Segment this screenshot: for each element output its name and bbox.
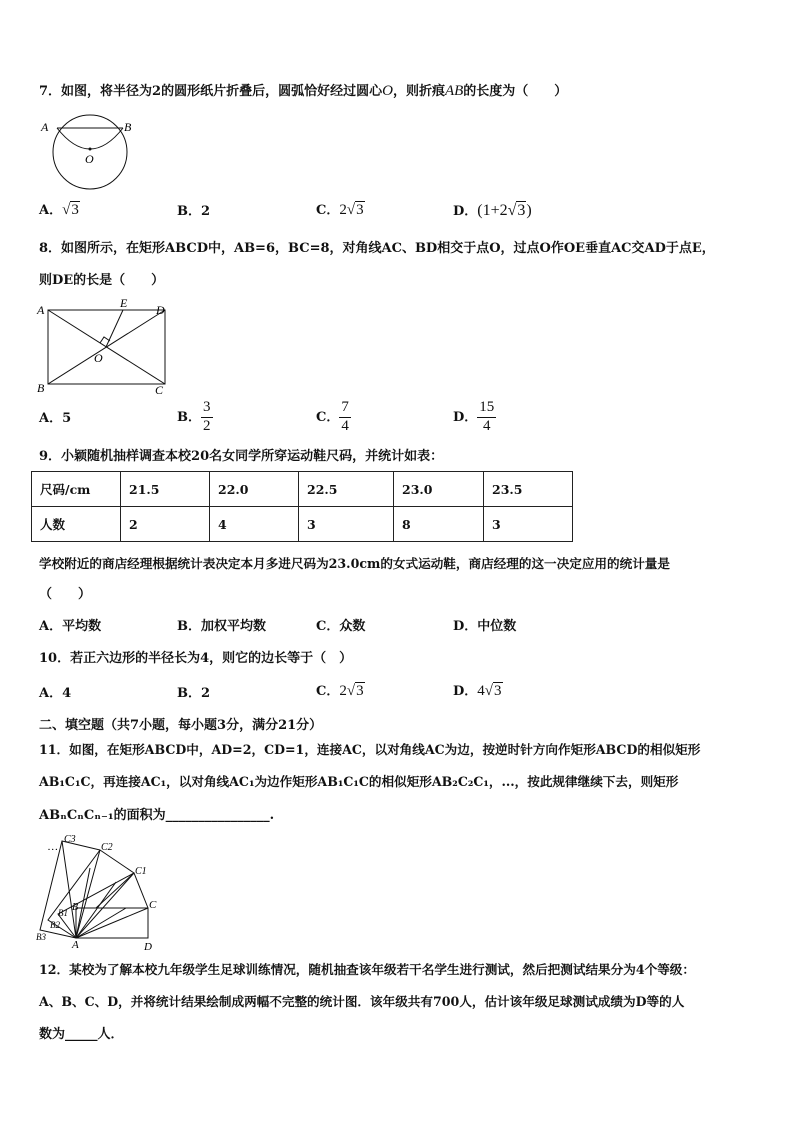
- table-cell: 3: [299, 507, 394, 542]
- table-cell: 23.0: [394, 472, 484, 507]
- table-cell: 4: [210, 507, 299, 542]
- q11-label-a: A: [72, 939, 79, 951]
- q11-label-d: D: [144, 941, 152, 953]
- q7-center-dot: [89, 148, 92, 151]
- q11-label-c: C: [149, 899, 157, 911]
- q7-option-a: A．√3: [39, 202, 79, 218]
- q11-figure: [34, 830, 164, 954]
- table-cell: 3: [484, 507, 573, 542]
- q10-option-c: C．2√3: [316, 683, 364, 699]
- table-row: [32, 472, 573, 507]
- table-row: [32, 507, 573, 542]
- q11-aux-3: [76, 908, 126, 938]
- q9-option-a: A．平均数: [39, 619, 102, 634]
- table-cell: 尺码/cm: [32, 472, 121, 507]
- q10-option-b: B．2: [177, 686, 211, 701]
- q12-line1: 12．某校为了解本校九年级学生足球训练情况，随机抽查该年级若干名学生进行测试，然后把测试结果分为4个等级：: [39, 962, 695, 977]
- table-cell: 22.0: [210, 472, 299, 507]
- q11-label-c2: C2: [101, 842, 113, 853]
- q8-line2: 则DE的长是（ ）: [39, 273, 165, 288]
- q9-line3: （ ）: [39, 587, 92, 602]
- q10-option-a: A．4: [39, 686, 72, 701]
- q11-line1: 11．如图，在矩形ABCD中，AD=2，CD=1，连接AC，以对角线AC为边，按逆时针方向作矩形ABCD的相似矩形: [39, 742, 701, 757]
- table-cell: 22.5: [299, 472, 394, 507]
- q7-label-a: A: [41, 120, 49, 134]
- q11-rect-ab3c3c2: [40, 841, 100, 938]
- table-cell: 23.5: [484, 472, 573, 507]
- q8-label-e: E: [120, 296, 128, 310]
- q8-label-o: O: [94, 351, 103, 365]
- q8-label-b: B: [37, 381, 45, 395]
- q7-option-b: B．2: [177, 204, 211, 219]
- q8-line1: 8．如图所示，在矩形ABCD中，AB=6，BC=8，对角线AC、BD相交于点O，过点O作OE垂直AC交AD于点E，: [39, 241, 715, 256]
- q11-diag-ac3: [62, 841, 79, 938]
- q8-figure: [34, 296, 174, 400]
- q9-size-table: [31, 471, 573, 542]
- q11-label-c3: C3: [64, 834, 76, 845]
- q7-segment-ab: AB: [444, 83, 464, 99]
- table-cell: 8: [394, 507, 484, 542]
- q9-option-b: B．加权平均数: [177, 619, 266, 634]
- q9-option-c: C．众数: [316, 619, 366, 634]
- q11-rect-ab2c2c1: [48, 850, 134, 938]
- q8-label-d: D: [156, 303, 165, 317]
- q9-line2: 学校附近的商店经理根据统计表决定本月多进尺码为23.0cm的女式运动鞋，商店经理的这一决定应用的统计量是: [39, 556, 670, 571]
- q9-option-d: D．中位数: [453, 619, 517, 634]
- q7-stem: 7．如图，将半径为2的圆形纸片折叠后，圆弧恰好经过圆心O，则折痕AB的长度为（ ）: [39, 83, 568, 99]
- q10-option-d: D．4√3: [453, 683, 502, 699]
- q11-line2: AB₁C₁C，再连接AC₁，以对角线AC₁为边作矩形AB₁C₁C的相似矩形AB₂C₂C₁，...，按此规律继续下去，则矩形: [39, 774, 679, 789]
- q9-stem: 9．小颖随机抽样调查本校20名女同学所穿运动鞋尺码，并统计如表：: [39, 449, 444, 464]
- q11-label-c1: C1: [135, 866, 147, 877]
- q8-label-a: A: [37, 303, 45, 317]
- q11-label-b1: B1: [58, 908, 68, 918]
- q7-label-b: B: [124, 120, 132, 134]
- q7-figure: [36, 114, 146, 194]
- q12-line2: A、B、C、D，并将统计结果绘制成两幅不完整的统计图．该年级共有700人，估计该年级足球测试成绩为D等的人: [39, 994, 685, 1009]
- q8-option-d: D． $\frac{15}{4}$: [453, 399, 495, 434]
- table-cell: 21.5: [121, 472, 210, 507]
- q7-point-o: O: [382, 83, 393, 99]
- q8-label-c: C: [155, 383, 164, 397]
- q11-label-dots: …: [48, 841, 58, 853]
- q12-line3: 数为_____人．: [39, 1027, 124, 1042]
- q11-label-b2: B2: [50, 920, 60, 930]
- q8-option-b: B． $\frac{3}{2}$: [177, 399, 211, 434]
- q8-option-a: A．5: [39, 411, 72, 426]
- q7-label-o: O: [85, 152, 94, 166]
- q7-option-c: C．2√3: [316, 202, 364, 218]
- table-cell: 人数: [32, 507, 121, 542]
- q7-fold-arc: [57, 128, 123, 149]
- q8-option-c: C． $\frac{7}{4}$: [316, 399, 349, 434]
- q7-option-d: D．(1+2√3): [453, 202, 532, 219]
- q10-stem: 10．若正六边形的半径长为4，则它的边长等于（ ）: [39, 651, 353, 666]
- q11-label-b3: B3: [36, 932, 46, 942]
- q11-label-b: B: [72, 902, 79, 913]
- q11-line3: ABₙCₙCₙ₋₁的面积为________________.: [39, 808, 275, 823]
- section-heading: 二、填空题（共7小题，每小题3分，满分21分）: [39, 718, 323, 733]
- table-cell: 2: [121, 507, 210, 542]
